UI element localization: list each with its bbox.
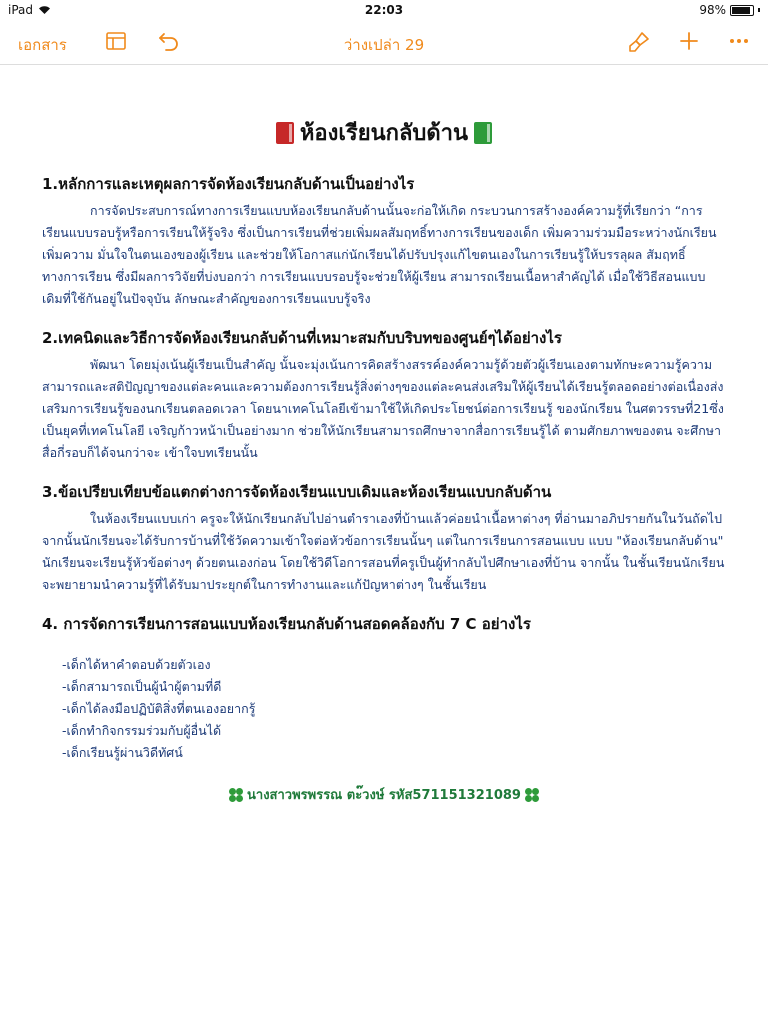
list-item: -เด็กได้ลงมือปฏิบัติสิ่งที่ตนเองอยากรู้ (62, 701, 256, 716)
battery-tip (758, 8, 760, 12)
list-item: -เด็กได้หาคำตอบด้วยตัวเอง (62, 657, 211, 672)
document-title-row (42, 115, 726, 150)
status-bar (0, 0, 768, 22)
document-body[interactable] (42, 115, 726, 805)
battery-percent: 98% (699, 3, 726, 17)
more-icon[interactable] (728, 30, 750, 52)
status-right (699, 3, 760, 17)
device-label: iPad (8, 3, 34, 17)
clover-icon (525, 788, 539, 802)
undo-icon[interactable] (158, 31, 180, 51)
plus-icon[interactable] (678, 30, 700, 52)
sidebar-icon[interactable] (106, 32, 126, 50)
battery-fill (732, 7, 750, 14)
section-1-heading: 1.หลักการและเหตุผลการจัดห้องเรียนกลับด้านเป็นอย่างไร (42, 175, 415, 193)
list-item: -เด็กสามารถเป็นผู้นำผู้ตามที่ดี (62, 679, 222, 694)
list-item: -เด็กทำกิจกรรมร่วมกับผู้อื่นได้ (62, 723, 222, 738)
green-book-icon (474, 122, 492, 144)
list-item: -เด็กเรียนรู้ผ่านวิดีทัศน์ (62, 745, 183, 760)
documents-back-button[interactable]: เอกสาร (18, 36, 67, 54)
red-book-icon (276, 122, 294, 144)
status-time: 22:03 (364, 3, 404, 17)
section-1-body: การจัดประสบการณ์ทางการเรียนแบบห้องเรียนกลับด้านนั้นจะก่อให้เกิด กระบวนการสร้างองค์ความรู้ที่เรียกว่า “การเรียนแบบรอบรู้หรือการเรียนให้รู้จริง ซึ่งเป็นการเรียนที่ช่วยเพิ่มผลสัมฤทธิ์ทางการเรียนของเด็ก เพิ่มความร่วมมือระหว่างนักเรียน เพิ่มความ มั่นใจในตนเองของผู้เรียน และช่วยให้โอกาสแก่นักเรียนได้ปรับปรุงแก้ไขตนเองในการเรียนรู้ให้บรรลุผล สัมฤทธิ์ทางการเรียน ซึ่งมีผลการวิจัยที่บ่งบอกว่า การเรียนแบบรอบรู้จะช่วยให้ผู้เรียน สามารถเรียนเนื้อหาสำคัญได้ เมื่อใช้วิธีสอนแบบเดิมที่ใช้กันอยู่ในปัจจุบัน ลักษณะสำคัญของการเรียนแบบรู้จริง (42, 203, 717, 306)
seven-c-list (62, 654, 726, 764)
section-2-body: พัฒนา โดยมุ่งเน้นผู้เรียนเป็นสำคัญ นั้นจะมุ่งเน้นการคิดสร้างสรรค์องค์ความรู้ด้วยตัวผู้เรียนเองตามทักษะความรู้ความสามารถและสติปัญญาของแต่ละคนและความต้องการเรียนรู้สิ่งต่างๆของแต่ละคนส่งเสริมให้ผู้เรียนได้เรียนรู้ตลอดอย่างต่อเนื่องส่งเสริมการเรียนรู้ของนกเรียนตลอดเวลา โดยนาเทคโนโลยีเข้ามาใช้ให้เกิดประโยชน์ต่อการเรียนรู้ ของนักเรียน ในศตวรรษที่21ซึ่งเป็นยุคที่เทคโนโลยี เจริญก้าวหน้าเป็นอย่างมาก ช่วยให้นักเรียนสามารถศึกษาจากสื่อการเรียนรู้ได้ ตามศักยภาพของตน จะศึกษาสื่อกี่รอบก็ได้จนกว่าจะ เข้าใจบทเรียนนั้น (42, 357, 724, 460)
document-title: ห้องเรียนกลับด้าน (299, 121, 469, 146)
section-2-heading: 2.เทคนิดและวิธีการจัดห้องเรียนกลับด้านที่เหมาะสมกับบริบทของศูนย์ๆได้อย่างไร (42, 329, 562, 347)
document-name[interactable]: ว่างเปล่า 29 (343, 36, 425, 54)
signature-text: นางสาวพรพรรณ ตะ๊วงษ์ รหัส571151321089 (247, 788, 521, 803)
section-3-body: ในห้องเรียนแบบเก่า ครูจะให้นักเรียนกลับไปอ่านตำราเองที่บ้านแล้วค่อยนำเนื้อหาต่างๆ ที่อ่านมาอภิปรายกันในวันถัดไป จากนั้นนักเรียนจะได้รับการบ้านที่ใช้วัดความเข้าใจต่อหัวข้อการเรียนนั้นๆ แต่ในการเรียนการสอนแบบ แบบ "ห้องเรียนกลับด้าน" นักเรียนจะเรียนรู้หัวข้อต่างๆ ด้วยตนเองก่อน โดยใช้วิดีโอการสอนที่ครูเป็นผู้ทำกลับไปศึกษาเองที่บ้าน จากนั้น ในชั้นเรียนนักเรียนจะพยายามนำความรู้ที่ได้รับมาประยุกต์ในการทำงานและแก้ปัญหาต่างๆ ในชั้นเรียน (42, 511, 725, 592)
battery-icon (730, 5, 754, 16)
section-4-heading: 4. การจัดการเรียนการสอนแบบห้องเรียนกลับด้านสอดคล้องกับ 7 C อย่างไร (42, 615, 531, 633)
paintbrush-icon[interactable] (628, 31, 650, 53)
clover-icon (229, 788, 243, 802)
toolbar (0, 22, 768, 65)
section-3-heading: 3.ข้อเปรียบเทียบข้อแตกต่างการจัดห้องเรียนแบบเดิมและห้องเรียนแบบกลับด้าน (42, 483, 552, 501)
signature-row (42, 784, 726, 805)
